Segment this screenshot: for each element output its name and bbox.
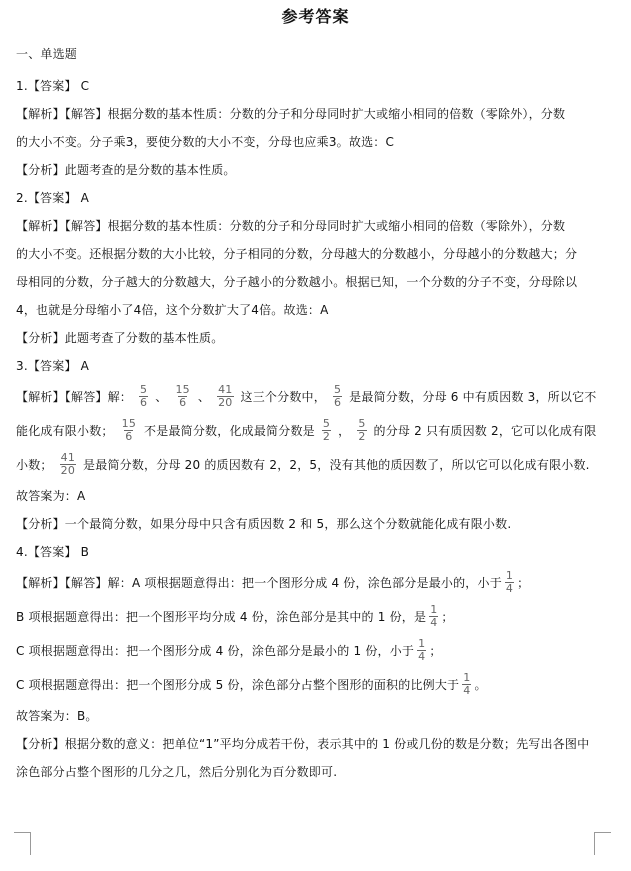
q3-line2-prefix: 能化成有限小数； <box>16 424 114 438</box>
q3-line1-sep1: 、 <box>155 390 168 404</box>
q2-note: 【分析】此题考查了分数的基本性质。 <box>16 331 224 345</box>
q4-option-c-line <box>16 634 616 668</box>
q4-option-b-text: B 项根据题意得出：把一个图形平均分成 4 份，涂色部分是其中的 1 份，是 <box>16 610 427 624</box>
q4-note-line: 【分析】根据分数的意义：把单位“1”平均分成若干份，表示其中的 1 份或几份的数是分数；先写出各图中 <box>16 737 590 751</box>
page-corner-mark-right <box>594 832 611 855</box>
q1-answer: 1.【答案】 C <box>16 79 90 93</box>
q3-note: 【分析】一个最简分数，如果分母中只含有质因数 2 和 5，那么这个分数就能化成有限小数. <box>16 517 512 531</box>
fraction-1-4: $\frac{1}{4}$ <box>463 671 471 697</box>
q4-option-d-line <box>16 668 616 702</box>
fraction-41-20: $\frac{41}{20}$ <box>218 383 233 409</box>
q3-line3-suffix: 是最简分数，分母 20 的质因数有 2，2，5，没有其他的质因数了，所以它可以化成有限小数. <box>83 458 590 472</box>
q3-line1-mid: 这三个分数中， <box>240 390 326 404</box>
fraction-41-20: $\frac{41}{20}$ <box>60 451 76 477</box>
q4-note-line: 涂色部分占整个图形的几分之几，然后分别化为百分数即可. <box>16 765 338 779</box>
q3-line1-suffix: 是最简分数，分母 6 中有质因数 3，所以它不 <box>349 390 597 404</box>
q4-option-a-text: 【解析】【解答】解：A 项根据题意得出：把一个图形分成 4 份，涂色部分是最小的，小于 <box>16 576 502 590</box>
fraction-5-6: $\frac{5}{6}$ <box>140 383 148 409</box>
q3-line1-prefix: 【解析】【解答】解： <box>16 390 133 404</box>
fraction-5-2: $\frac{5}{2}$ <box>322 417 331 443</box>
q3-analysis-line-1 <box>16 380 616 414</box>
q4-option-c-end: ； <box>429 644 442 658</box>
q3-line2-mid: 不是最简分数，化成最简分数是 <box>144 424 315 438</box>
q4-option-a-end: ； <box>517 576 530 590</box>
page-corner-mark-left <box>14 832 31 855</box>
fraction-5-2: $\frac{5}{2}$ <box>358 417 366 443</box>
q4-option-a-line <box>16 566 616 600</box>
q4-option-c-text: C 项根据题意得出：把一个图形分成 4 份，涂色部分是最小的 1 份，小于 <box>16 644 415 658</box>
fraction-1-4: $\frac{1}{4}$ <box>430 603 438 629</box>
q2-analysis-line: 4，也就是分母缩小了4倍，这个分数扩大了4倍。故选：A <box>16 303 329 317</box>
q4-option-d-end: 。 <box>474 678 487 692</box>
q4-answer: 4.【答案】 B <box>16 545 90 559</box>
section-heading: 一、单选题 <box>16 47 78 61</box>
answer-content <box>16 40 616 786</box>
fraction-15-6: $\frac{15}{6}$ <box>121 417 137 443</box>
q2-analysis-line: 【解析】【解答】根据分数的基本性质：分数的分子和分母同时扩大或缩小相同的倍数（零除外），分数 <box>16 219 566 233</box>
q4-conclusion: 故答案为：B。 <box>16 709 98 723</box>
q2-analysis-line: 的大小不变。还根据分数的大小比较，分子相同的分数，分母越大的分数越小，分母越小的分数越大；分 <box>16 247 578 261</box>
q3-analysis-line-3 <box>16 448 616 482</box>
page-title: 参考答案 <box>281 7 350 26</box>
q1-analysis-line: 【解析】【解答】根据分数的基本性质：分数的分子和分母同时扩大或缩小相同的倍数（零除外），分数 <box>16 107 566 121</box>
fraction-1-4: $\frac{1}{4}$ <box>505 569 514 595</box>
q2-analysis-line: 母相同的分数，分子越大的分数越大，分子越小的分数越小。根据已知，一个分数的分子不变，分母除以 <box>16 275 578 289</box>
fraction-5-6: $\frac{5}{6}$ <box>333 383 342 409</box>
fraction-1-4: $\frac{1}{4}$ <box>418 637 426 663</box>
q4-option-b-line <box>16 600 616 634</box>
fraction-15-6: $\frac{15}{6}$ <box>175 383 190 409</box>
q1-analysis-line: 的大小不变。分子乘3，要使分数的大小不变，分母也应乘3。故选：C <box>16 135 395 149</box>
q3-analysis-line-2 <box>16 414 616 448</box>
q3-line2-suffix: 的分母 2 只有质因数 2，它可以化成有限 <box>373 424 597 438</box>
q2-answer: 2.【答案】 A <box>16 191 90 205</box>
q3-line3-prefix: 小数； <box>16 458 53 472</box>
q4-option-b-end: ； <box>441 610 454 624</box>
q1-note: 【分析】此题考查的是分数的基本性质。 <box>16 163 236 177</box>
q4-option-d-text: C 项根据题意得出：把一个图形分成 5 份，涂色部分占整个图形的面积的比例大于 <box>16 678 460 692</box>
q3-conclusion: 故答案为：A <box>16 489 86 503</box>
q3-answer: 3.【答案】 A <box>16 359 90 373</box>
q3-line2-sep: ， <box>338 424 351 438</box>
q3-line1-sep2: 、 <box>197 390 211 404</box>
